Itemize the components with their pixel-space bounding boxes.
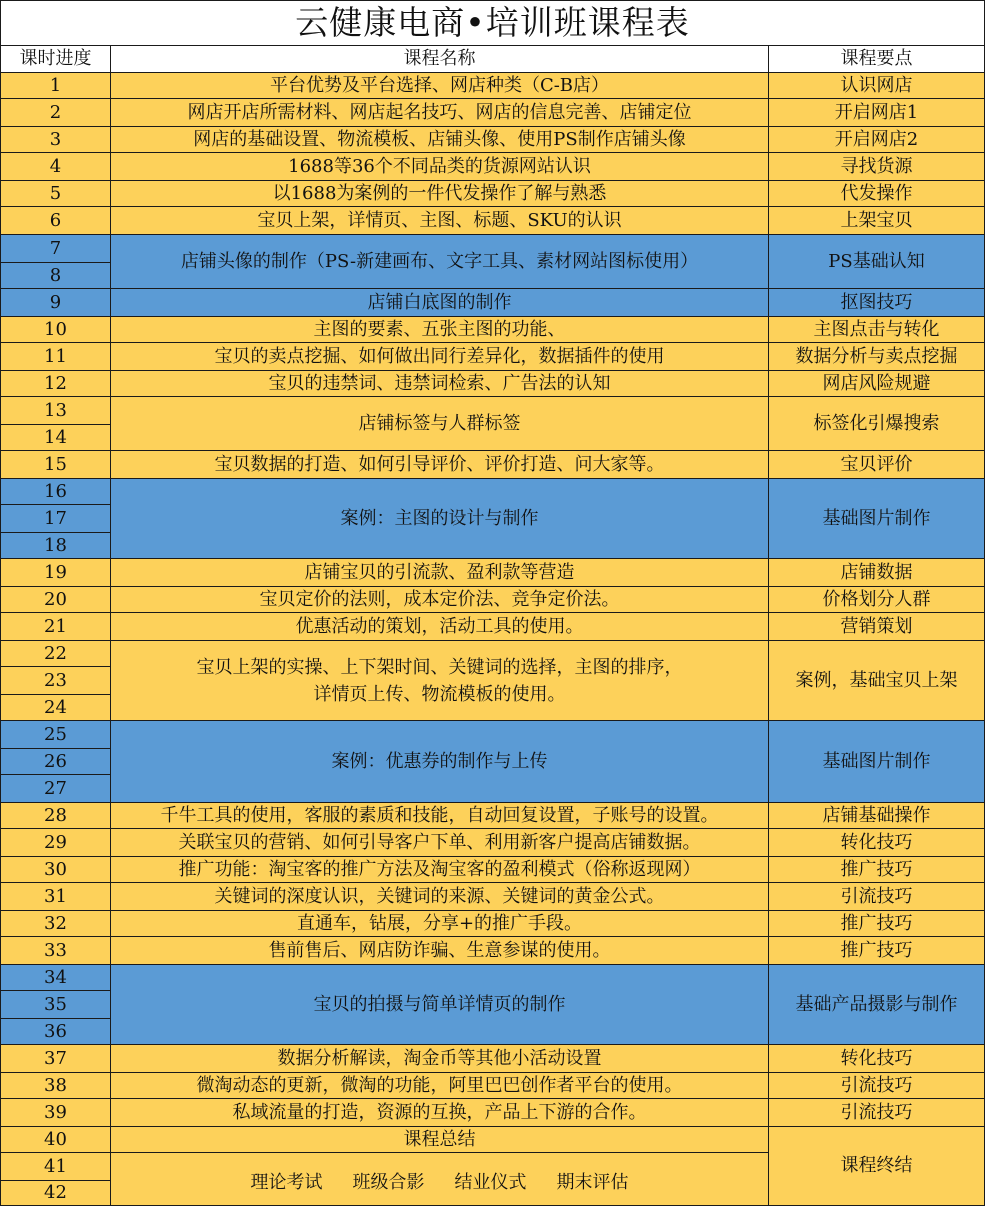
course-name-cell[interactable]: 以1688为案例的一件代发操作了解与熟悉: [111, 181, 769, 207]
table-row: [1, 289, 985, 317]
header-course-name[interactable]: 课程名称: [111, 46, 769, 73]
table-row: [1, 235, 985, 263]
table-row: [1, 317, 985, 343]
key-point-cell[interactable]: PS基础认知: [769, 235, 985, 289]
lesson-number-cell[interactable]: 2: [1, 99, 111, 127]
key-point-cell[interactable]: 基础产品摄影与制作: [769, 965, 985, 1045]
table-row: [1, 613, 985, 641]
key-point-cell[interactable]: 推广技巧: [769, 857, 985, 883]
lesson-number-cell[interactable]: 4: [1, 153, 111, 181]
lesson-number-cell[interactable]: 30: [1, 857, 111, 883]
lesson-number-cell[interactable]: 35: [1, 991, 111, 1019]
course-name-line: 详情页上传、物流模板的使用。: [313, 683, 566, 705]
lesson-number-cell[interactable]: 25: [1, 721, 111, 749]
table-row: [1, 1045, 985, 1073]
course-name-cell[interactable]: 1688等36个不同品类的货源网站认识: [111, 153, 769, 181]
lesson-number-cell[interactable]: 27: [1, 775, 111, 803]
table-row: [1, 451, 985, 479]
closing-activity-item: 期末评估: [556, 1172, 629, 1193]
key-point-cell[interactable]: 宝贝评价: [769, 451, 985, 479]
key-point-cell[interactable]: 认识网店: [769, 73, 985, 99]
course-name-cell[interactable]: 私域流量的打造，资源的互换，产品上下游的合作。: [111, 1099, 769, 1127]
closing-activity-item: 理论考试: [250, 1172, 323, 1193]
course-name-cell[interactable]: 店铺白底图的制作: [111, 289, 769, 317]
course-name-cell[interactable]: 关联宝贝的营销、如何引导客户下单、利用新客户提高店铺数据。: [111, 829, 769, 857]
key-point-cell[interactable]: 课程终结: [769, 1127, 985, 1206]
key-point-cell[interactable]: 案例，基础宝贝上架: [769, 641, 985, 721]
lesson-number-cell[interactable]: 17: [1, 505, 111, 533]
lesson-number-cell[interactable]: 40: [1, 1127, 111, 1153]
lesson-number-cell[interactable]: 28: [1, 803, 111, 829]
course-name-cell[interactable]: 案例：主图的设计与制作: [111, 479, 769, 559]
course-name-cell[interactable]: 宝贝定价的法则，成本定价法、竞争定价法。: [111, 587, 769, 613]
header-key-points[interactable]: 课程要点: [769, 46, 985, 73]
course-name-cell[interactable]: 课程总结: [111, 1127, 769, 1153]
table-row: [1, 127, 985, 153]
lesson-number-cell[interactable]: 22: [1, 641, 111, 667]
sheet-title: 云健康电商•培训班课程表: [1, 1, 985, 46]
key-point-cell[interactable]: 网店风险规避: [769, 371, 985, 397]
lesson-number-cell[interactable]: 29: [1, 829, 111, 857]
lesson-number-cell[interactable]: 21: [1, 613, 111, 641]
key-point-cell[interactable]: 标签化引爆搜索: [769, 397, 985, 451]
lesson-number-cell[interactable]: 8: [1, 263, 111, 289]
key-point-cell[interactable]: 基础图片制作: [769, 721, 985, 803]
course-name-cell[interactable]: 优惠活动的策划，活动工具的使用。: [111, 613, 769, 641]
course-name-cell[interactable]: 微淘动态的更新，微淘的功能，阿里巴巴创作者平台的使用。: [111, 1073, 769, 1099]
lesson-number-cell[interactable]: 36: [1, 1019, 111, 1045]
lesson-number-cell[interactable]: 6: [1, 207, 111, 235]
table-row: [1, 559, 985, 587]
course-name-cell[interactable]: 主图的要素、五张主图的功能、: [111, 317, 769, 343]
table-row: [1, 181, 985, 207]
course-name-cell[interactable]: 关键词的深度认识，关键词的来源、关键词的黄金公式。: [111, 883, 769, 911]
course-name-cell[interactable]: 店铺标签与人群标签: [111, 397, 769, 451]
key-point-cell[interactable]: 店铺数据: [769, 559, 985, 587]
table-row: [1, 371, 985, 397]
lesson-number-cell[interactable]: 32: [1, 911, 111, 937]
key-point-cell[interactable]: 推广技巧: [769, 937, 985, 965]
lesson-number-cell[interactable]: 5: [1, 181, 111, 207]
table-row: [1, 207, 985, 235]
table-body: [1, 73, 985, 1206]
lesson-number-cell[interactable]: 39: [1, 1099, 111, 1127]
lesson-number-cell[interactable]: 41: [1, 1153, 111, 1181]
closing-activities-cell[interactable]: [111, 1153, 769, 1206]
table-row: [1, 641, 985, 667]
lesson-number-cell[interactable]: 1: [1, 73, 111, 99]
key-point-cell[interactable]: 数据分析与卖点挖掘: [769, 343, 985, 371]
course-name-cell[interactable]: 推广功能：淘宝客的推广方法及淘宝客的盈利模式（俗称返现网）: [111, 857, 769, 883]
course-name-cell[interactable]: 宝贝上架，详情页、主图、标题、SKU的认识: [111, 207, 769, 235]
table-row: [1, 937, 985, 965]
key-point-cell[interactable]: 寻找货源: [769, 153, 985, 181]
key-point-cell[interactable]: 基础图片制作: [769, 479, 985, 559]
lesson-number-cell[interactable]: 37: [1, 1045, 111, 1073]
lesson-number-cell[interactable]: 26: [1, 749, 111, 775]
table-row: [1, 343, 985, 371]
course-name-cell[interactable]: 宝贝的拍摄与简单详情页的制作: [111, 965, 769, 1045]
course-name-cell[interactable]: 宝贝数据的打造、如何引导评价、评价打造、问大家等。: [111, 451, 769, 479]
course-name-cell[interactable]: 网店开店所需材料、网店起名技巧、网店的信息完善、店铺定位: [111, 99, 769, 127]
course-name-cell[interactable]: 店铺头像的制作（PS-新建画布、文字工具、素材网站图标使用）: [111, 235, 769, 289]
course-name-cell[interactable]: [111, 641, 769, 721]
lesson-number-cell[interactable]: 13: [1, 397, 111, 425]
lesson-number-cell[interactable]: 7: [1, 235, 111, 263]
key-point-cell[interactable]: 引流技巧: [769, 883, 985, 911]
course-name-cell[interactable]: 数据分析解读，淘金币等其他小活动设置: [111, 1045, 769, 1073]
table-row: [1, 857, 985, 883]
table-row: [1, 397, 985, 425]
lesson-number-cell[interactable]: 31: [1, 883, 111, 911]
course-name-cell[interactable]: 店铺宝贝的引流款、盈利款等营造: [111, 559, 769, 587]
key-point-cell[interactable]: 代发操作: [769, 181, 985, 207]
table-row: [1, 99, 985, 127]
lesson-number-cell[interactable]: 9: [1, 289, 111, 317]
course-name-cell[interactable]: 宝贝的违禁词、违禁词检索、广告法的认知: [111, 371, 769, 397]
table-row: [1, 803, 985, 829]
key-point-cell[interactable]: 转化技巧: [769, 1045, 985, 1073]
key-point-cell[interactable]: 上架宝贝: [769, 207, 985, 235]
lesson-number-cell[interactable]: 3: [1, 127, 111, 153]
table-row: [1, 1073, 985, 1099]
lesson-number-cell[interactable]: 20: [1, 587, 111, 613]
table-row: [1, 721, 985, 749]
key-point-cell[interactable]: 开启网店1: [769, 99, 985, 127]
course-name-cell[interactable]: 案例：优惠券的制作与上传: [111, 721, 769, 803]
table-row: [1, 153, 985, 181]
key-point-cell[interactable]: 开启网店2: [769, 127, 985, 153]
table-row: [1, 587, 985, 613]
course-name-cell[interactable]: 网店的基础设置、物流模板、店铺头像、使用PS制作店铺头像: [111, 127, 769, 153]
lesson-number-cell[interactable]: 15: [1, 451, 111, 479]
lesson-number-cell[interactable]: 34: [1, 965, 111, 991]
key-point-cell[interactable]: 价格划分人群: [769, 587, 985, 613]
course-name-line: 宝贝上架的实操、上下架时间、关键词的选择，主图的排序，: [196, 656, 683, 678]
course-name-cell[interactable]: 宝贝的卖点挖掘、如何做出同行差异化，数据插件的使用: [111, 343, 769, 371]
table-row: [1, 911, 985, 937]
lesson-number-cell[interactable]: 33: [1, 937, 111, 965]
key-point-cell[interactable]: 引流技巧: [769, 1099, 985, 1127]
key-point-cell[interactable]: 抠图技巧: [769, 289, 985, 317]
table-row: [1, 1127, 985, 1153]
course-name-cell[interactable]: 千牛工具的使用，客服的素质和技能，自动回复设置，子账号的设置。: [111, 803, 769, 829]
key-point-cell[interactable]: 引流技巧: [769, 1073, 985, 1099]
table-row: [1, 829, 985, 857]
lesson-number-cell[interactable]: 38: [1, 1073, 111, 1099]
lesson-number-cell[interactable]: 12: [1, 371, 111, 397]
lesson-number-cell[interactable]: 14: [1, 425, 111, 451]
table-row: [1, 73, 985, 99]
key-point-cell[interactable]: 店铺基础操作: [769, 803, 985, 829]
lesson-number-cell[interactable]: 10: [1, 317, 111, 343]
header-progress[interactable]: 课时进度: [1, 46, 111, 73]
closing-activity-item: 结业仪式: [454, 1172, 527, 1193]
key-point-cell[interactable]: 营销策划: [769, 613, 985, 641]
table-row: [1, 1099, 985, 1127]
table-row: [1, 883, 985, 911]
key-point-cell[interactable]: 推广技巧: [769, 911, 985, 937]
lesson-number-cell[interactable]: 42: [1, 1181, 111, 1206]
closing-activity-item: 班级合影: [352, 1172, 425, 1193]
course-name-cell[interactable]: 直通车，钻展，分享+的推广手段。: [111, 911, 769, 937]
course-name-cell[interactable]: 售前售后、网店防诈骗、生意参谋的使用。: [111, 937, 769, 965]
lesson-number-cell[interactable]: 16: [1, 479, 111, 505]
lesson-number-cell[interactable]: 18: [1, 533, 111, 559]
table-row: [1, 479, 985, 505]
key-point-cell[interactable]: 转化技巧: [769, 829, 985, 857]
key-point-cell[interactable]: 主图点击与转化: [769, 317, 985, 343]
lesson-number-cell[interactable]: 19: [1, 559, 111, 587]
table-row: [1, 965, 985, 991]
lesson-number-cell[interactable]: 11: [1, 343, 111, 371]
lesson-number-cell[interactable]: 24: [1, 695, 111, 721]
lesson-number-cell[interactable]: 23: [1, 667, 111, 695]
course-name-cell[interactable]: 平台优势及平台选择、网店种类（C-B店）: [111, 73, 769, 99]
